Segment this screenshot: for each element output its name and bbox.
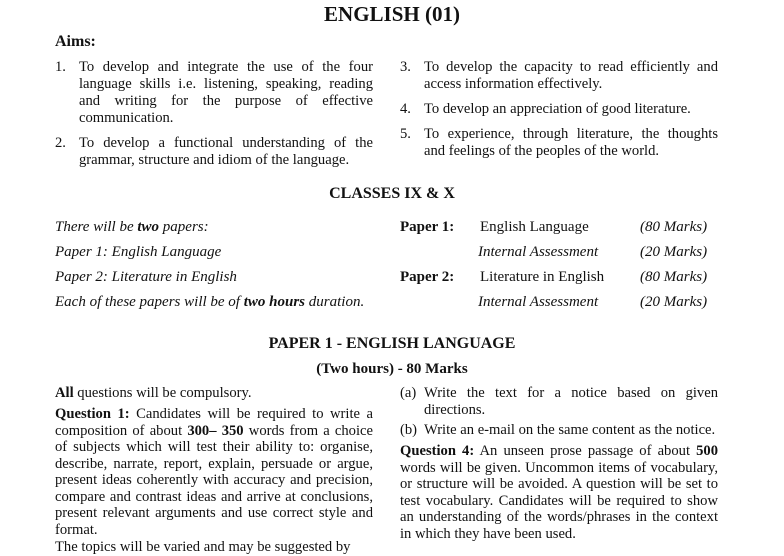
paper1-heading: PAPER 1 - ENGLISH LANGUAGE bbox=[268, 335, 516, 352]
aim-item-3 bbox=[400, 59, 718, 95]
aim-number: 2. bbox=[55, 135, 66, 151]
question-1-word-count: 300– 350 bbox=[187, 422, 244, 439]
question-1 bbox=[55, 406, 373, 538]
aim-text: To develop a functional understanding of the grammar, structure and idiom of the language. bbox=[79, 135, 373, 168]
aim-number: 3. bbox=[400, 59, 411, 75]
paper1-line: Paper 1: English Language bbox=[55, 244, 222, 260]
duration-prefix: Each of these papers will be of bbox=[55, 294, 244, 310]
papers-intro-suffix: papers: bbox=[159, 219, 209, 235]
question-4-label: Question 4: bbox=[400, 443, 475, 459]
question-1-text-b: words from a choice of subjects which will test their ability to: organise, describe, narrate, report, explain, persuade or argue, present ideas coherently with accuracy and precision, compare and contrast ideas and arrive at conclusions, present relevant arguments and use correct style and format. bbox=[55, 422, 373, 538]
marks-value: (20 Marks) bbox=[640, 294, 708, 310]
aim-item-1 bbox=[55, 59, 373, 129]
marks-component: Internal Assessment bbox=[478, 244, 599, 260]
marks-component: Internal Assessment bbox=[478, 294, 599, 310]
item-b bbox=[400, 422, 718, 440]
question-4-text-b: words will be given. Uncommon items of vocabulary, or structure will be avoided. A question will be set to test vocabulary. Candidates will be required to show an understanding of the words/phrases in the context in which they have been used. bbox=[400, 459, 718, 542]
paper1-subheading: (Two hours) - 80 Marks bbox=[316, 361, 468, 377]
item-a-text: Write the text for a notice based on given directions. bbox=[424, 385, 718, 418]
aim-item-5 bbox=[400, 126, 718, 162]
aim-text: To develop the capacity to read efficiently and access information effectively. bbox=[424, 59, 718, 92]
marks-value: (80 Marks) bbox=[640, 219, 708, 235]
aim-item-2 bbox=[55, 135, 373, 171]
marks-paper-label: Paper 1: bbox=[400, 219, 455, 235]
document-title: ENGLISH (01) bbox=[324, 2, 460, 26]
duration-bold: two hours bbox=[243, 294, 306, 310]
aim-item-4 bbox=[400, 101, 718, 119]
aim-number: 4. bbox=[400, 101, 411, 117]
duration-suffix: duration. bbox=[305, 294, 365, 310]
marks-component: Literature in English bbox=[480, 269, 605, 285]
aim-text: To experience, through literature, the thoughts and feelings of the peoples of the world. bbox=[424, 126, 718, 159]
aim-number: 5. bbox=[400, 126, 411, 142]
marks-component: English Language bbox=[480, 219, 589, 235]
topics-line: The topics will be varied and may be suggested by bbox=[55, 539, 351, 555]
compulsory-rest: questions will be compulsory. bbox=[73, 385, 252, 401]
paper2-line: Paper 2: Literature in English bbox=[55, 269, 237, 285]
aim-text: To develop an appreciation of good literature. bbox=[424, 101, 691, 117]
compulsory-note bbox=[55, 385, 373, 402]
aim-number: 1. bbox=[55, 59, 66, 75]
classes-heading: CLASSES IX & X bbox=[329, 185, 455, 202]
papers-intro-bold: two bbox=[137, 219, 160, 235]
item-a-number: (a) bbox=[400, 385, 417, 401]
marks-value: (20 Marks) bbox=[640, 244, 708, 260]
item-b-text: Write an e-mail on the same content as the notice. bbox=[424, 422, 716, 438]
marks-paper-label: Paper 2: bbox=[400, 269, 455, 285]
papers-intro-prefix: There will be bbox=[55, 219, 138, 235]
aims-heading: Aims: bbox=[55, 33, 96, 50]
question-1-text-a: Candidates will be required to write a composition of about bbox=[55, 406, 373, 439]
question-4-text-a: An unseen prose passage of about bbox=[474, 443, 697, 459]
papers-intro bbox=[55, 219, 209, 236]
question-4-word-count: 500 bbox=[696, 443, 718, 459]
marks-value: (80 Marks) bbox=[640, 269, 708, 285]
question-4 bbox=[400, 443, 718, 542]
compulsory-bold: All bbox=[55, 385, 74, 401]
duration-line bbox=[55, 294, 364, 311]
question-1-label: Question 1: bbox=[55, 406, 130, 422]
item-b-number: (b) bbox=[400, 422, 418, 438]
item-a bbox=[400, 385, 718, 419]
aim-text: To develop and integrate the use of the four language skills i.e. listening, speaking, reading and writing for the purpose of effective communication. bbox=[79, 59, 373, 126]
